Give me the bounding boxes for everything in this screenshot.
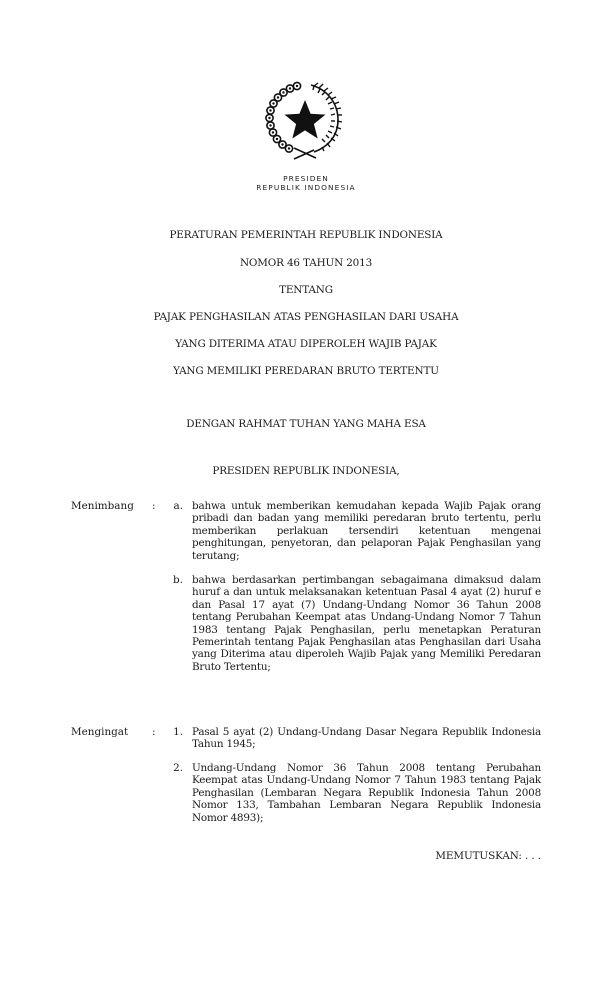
mengingat-section <box>0 726 612 836</box>
menimbang-item-b-marker: b. <box>173 574 183 586</box>
mengingat-item-1-marker: 1. <box>173 726 183 738</box>
mengingat-item-2-text: Undang-Undang Nomor 36 Tahun 2008 tentang Perubahan Keempat atas Undang-Undang Nomor 7 Tahun 1983 tentang Pajak Penghasilan (Lembaran Negara Republik Indonesia Tahun 2008 Nomor 133, Tambahan Lembaran Negara Republik Indonesia Nomor 4893); <box>192 762 541 824</box>
menimbang-item-a-marker: a. <box>173 500 183 512</box>
mengingat-label: Mengingat <box>71 726 129 738</box>
mengingat-colon: : <box>152 726 156 738</box>
mengingat-item-2-marker: 2. <box>173 762 183 774</box>
emblem-caption-republik: REPUBLIK INDONESIA <box>256 183 356 192</box>
regulation-tentang: TENTANG <box>279 284 333 296</box>
menimbang-item-a-text: bahwa untuk memberikan kemudahan kepada Wajib Pajak orang pribadi dan badan yang memiliki peredaran bruto tertentu, perlu memberikan perlakuan tersendiri ketentuan mengenai penghitungan, penyetoran, dan pelaporan Pajak Penghasilan yang terutang; <box>192 500 541 562</box>
invocation: DENGAN RAHMAT TUHAN YANG MAHA ESA <box>186 418 426 430</box>
regulation-subject-line3: YANG MEMILIKI PEREDARAN BRUTO TERTENTU <box>173 365 439 377</box>
emblem-caption-presiden: PRESIDEN <box>283 174 329 183</box>
menimbang-section <box>0 500 612 700</box>
regulation-subject-line1: PAJAK PENGHASILAN ATAS PENGHASILAN DARI USAHA <box>153 311 459 323</box>
authority-line: PRESIDEN REPUBLIK INDONESIA, <box>212 465 400 477</box>
menimbang-label: Menimbang <box>71 500 134 512</box>
menimbang-colon: : <box>152 500 156 512</box>
menimbang-item-b-text: bahwa berdasarkan pertimbangan sebagaimana dimaksud dalam huruf a dan untuk melaksanakan ketentuan Pasal 4 ayat (2) huruf e dan Pasal 17 ayat (7) Undang-Undang Nomor 36 Tahun 2008 tentang Perubahan Keempat atas Undang-Undang Nomor 7 Tahun 1983 tentang Pajak Penghasilan, perlu menetapkan Peraturan Pemerintah tentang Pajak Penghasilan atas Penghasilan dari Usaha yang Diterima atau diperoleh Wajib Pajak yang Memiliki Peredaran Bruto Tertentu; <box>192 574 541 673</box>
garuda-star-emblem-icon <box>264 80 344 160</box>
regulation-title: PERATURAN PEMERINTAH REPUBLIK INDONESIA <box>169 229 443 241</box>
regulation-subject-line2: YANG DITERIMA ATAU DIPEROLEH WAJIB PAJAK <box>175 338 437 350</box>
mengingat-item-1-text: Pasal 5 ayat (2) Undang-Undang Dasar Negara Republik Indonesia Tahun 1945; <box>192 726 541 751</box>
continuation-memutuskan: MEMUTUSKAN: . . . <box>435 850 541 862</box>
regulation-number: NOMOR 46 TAHUN 2013 <box>239 257 373 269</box>
